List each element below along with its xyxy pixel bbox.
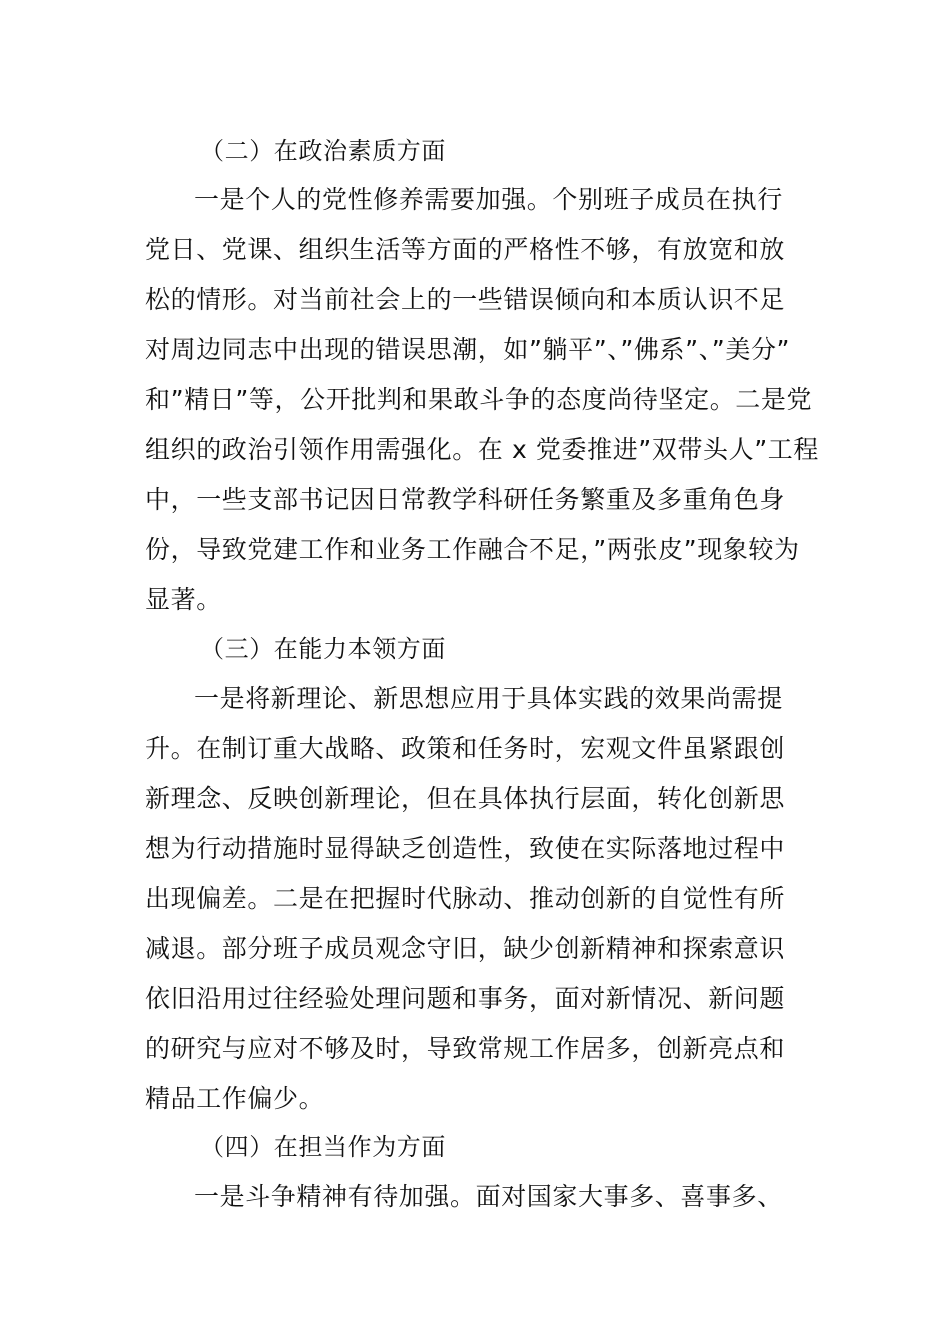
paragraph-line: 的研究与应对不够及时，导致常规工作居多，创新亮点和 [145,1034,786,1063]
paragraph-line: 对周边同志中出现的错误思潮，如”躺平”、”佛系”、”美分” [145,335,791,364]
paragraph-line: 松的情形。对当前社会上的一些错误倾向和本质认识不足 [145,285,786,314]
paragraph-line: 依旧沿用过往经验处理问题和事务，面对新情况、新问题 [145,984,786,1013]
paragraph-line: 份，导致党建工作和业务工作融合不足，”两张皮”现象较为 [145,535,800,564]
paragraph-line: 中，一些支部书记因日常教学科研任务繁重及多重角色身 [145,485,786,514]
paragraph-line: 一是个人的党性修养需要加强。个别班子成员在执行 [194,185,783,214]
paragraph-line: 减退。部分班子成员观念守旧，缺少创新精神和探索意识 [145,934,786,963]
section-heading-responsibility: （四）在担当作为方面 [200,1133,446,1161]
paragraph-line: 精品工作偏少。 [145,1084,325,1113]
paragraph-line: 升。在制订重大战略、政策和任务时，宏观文件虽紧跟创 [145,734,786,763]
paragraph-line: 和”精日”等，公开批判和果敢斗争的态度尚待坚定。二是党 [145,385,813,414]
section-heading-ability: （三）在能力本领方面 [200,635,446,663]
paragraph-line: 想为行动措施时显得缺乏创造性，致使在实际落地过程中 [145,834,786,863]
paragraph-line: 一是将新理论、新思想应用于具体实践的效果尚需提 [194,684,783,713]
paragraph-line: 新理念、反映创新理论，但在具体执行层面，转化创新思 [145,784,786,813]
paragraph-line: 一是斗争精神有待加强。面对国家大事多、喜事多、 [194,1182,783,1211]
paragraph-line: 组织的政治引领作用需强化。在 x 党委推进”双带头人”工程 [145,435,819,464]
section-heading-political-quality: （二）在政治素质方面 [200,137,446,165]
paragraph-line: 显著。 [145,585,222,614]
paragraph-line: 党日、党课、组织生活等方面的严格性不够，有放宽和放 [145,235,786,264]
paragraph-line: 出现偏差。二是在把握时代脉动、推动创新的自觉性有所 [145,884,786,913]
